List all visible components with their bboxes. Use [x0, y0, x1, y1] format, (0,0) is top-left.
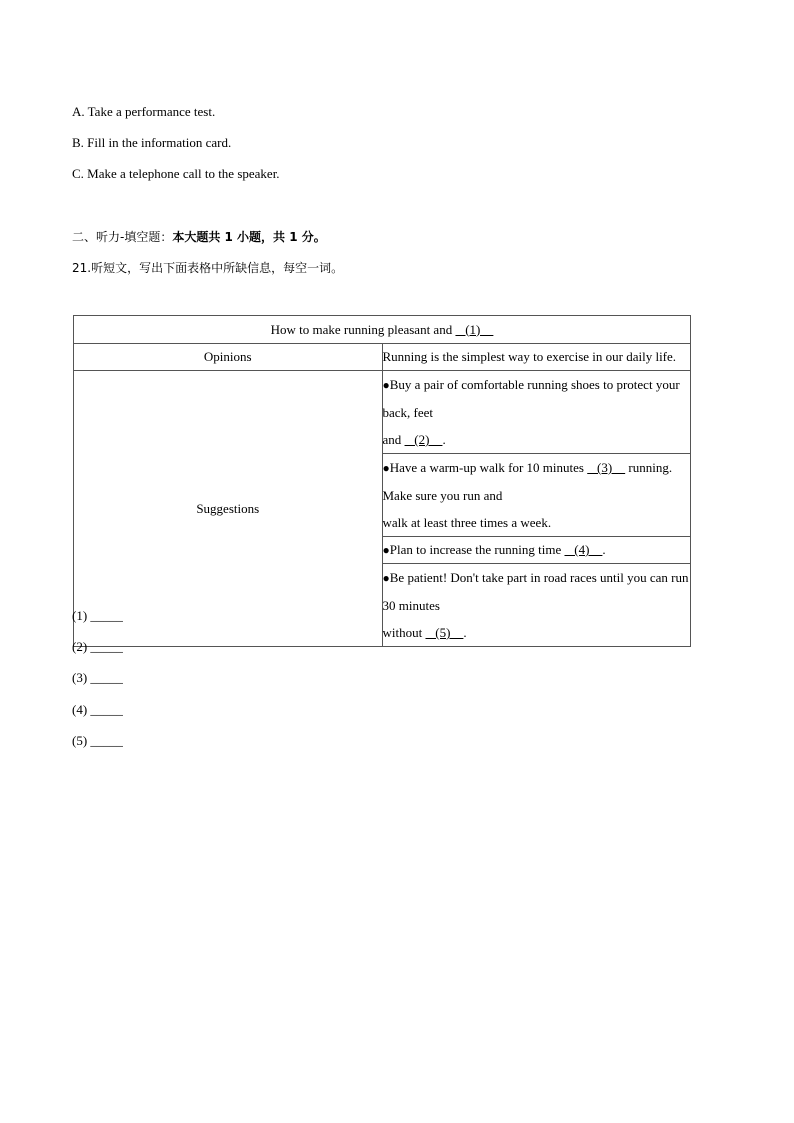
question-prompt: 21.听短文，写出下面表格中所缺信息，每空一词。	[72, 261, 344, 275]
suggestion-4	[382, 564, 691, 647]
answer-line-3: (3) _____	[72, 670, 123, 685]
answer-line-5: (5) _____	[72, 733, 123, 748]
suggestion-2	[382, 454, 691, 537]
suggestion-1-line1: Buy a pair of comfortable running shoes to protect your back, feet	[382, 377, 680, 420]
blank-1: (1)	[455, 321, 494, 337]
section-title: 本大题共 1 小题，共 1 分。	[172, 230, 326, 244]
suggestion-4-end: .	[463, 625, 467, 640]
option-b: B. Fill in the information card.	[72, 135, 232, 150]
bullet-icon: ●	[382, 378, 390, 392]
suggestion-3	[382, 537, 691, 564]
suggestion-4-line2: without	[382, 625, 426, 640]
section-heading	[72, 229, 326, 245]
blank-4: (4)	[564, 542, 603, 557]
answer-line-2: (2) _____	[72, 639, 123, 654]
suggestion-2-line1-end: running. Make sure you run and	[382, 460, 673, 503]
blank-5: (5)	[425, 625, 464, 640]
suggestion-3-end: .	[602, 542, 606, 557]
suggestion-2-line1: Have a warm-up walk for 10 minutes	[389, 460, 588, 475]
suggestion-1	[382, 371, 691, 454]
suggestion-4-line1: Be patient! Don't take part in road races until you can run 30 minutes	[382, 570, 689, 613]
section-prefix: 二、听力-填空题：	[72, 230, 173, 244]
answer-line-1: (1) _____	[72, 608, 123, 623]
opinions-label: Opinions	[74, 344, 383, 371]
suggestions-label: Suggestions	[74, 371, 383, 647]
blank-2: (2)	[404, 432, 443, 447]
opinions-text: Running is the simplest way to exercise in our daily life.	[382, 344, 691, 371]
suggestion-3-text: Plan to increase the running time	[389, 542, 565, 557]
suggestion-2-line2: walk at least three times a week.	[382, 515, 552, 530]
bullet-icon: ●	[382, 461, 390, 475]
suggestion-1-line2: and	[382, 432, 405, 447]
info-table	[73, 315, 691, 647]
suggestion-1-end: .	[442, 432, 446, 447]
table-title	[74, 316, 691, 344]
title-text: How to make running pleasant and	[270, 321, 456, 337]
answer-line-4: (4) _____	[72, 702, 123, 717]
bullet-icon: ●	[382, 571, 390, 585]
bullet-icon: ●	[382, 543, 390, 557]
blank-3: (3)	[587, 460, 626, 475]
option-a: A. Take a performance test.	[72, 104, 216, 119]
option-c: C. Make a telephone call to the speaker.	[72, 166, 280, 181]
